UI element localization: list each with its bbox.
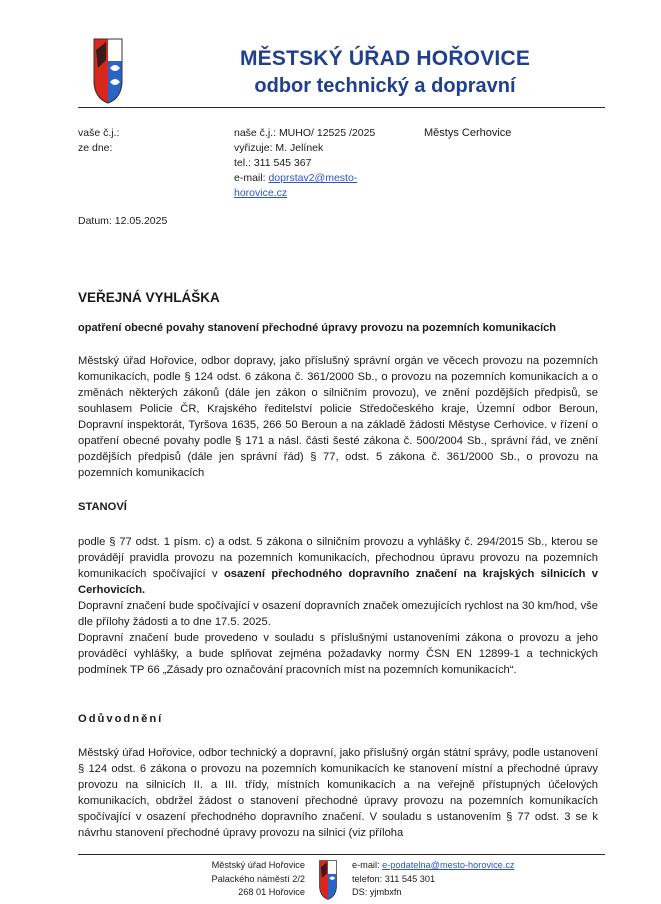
footer-phone: telefon: 311 545 301 (352, 873, 436, 884)
stanovi-text-1 (78, 534, 598, 598)
recipient: Městys Cerhovice (424, 127, 512, 139)
stanovi-section (78, 534, 598, 678)
department-subtitle: odbor technický a dopravní (254, 75, 516, 97)
footer-email-link[interactable]: e-podatelna@mesto-horovice.cz (382, 860, 515, 870)
email-link-part2[interactable]: horovice.cz (234, 187, 288, 199)
email-label: e-mail: (234, 172, 269, 184)
reference-block (234, 126, 409, 201)
reasoning-section (78, 745, 598, 841)
email-line (234, 171, 409, 186)
our-reference: naše č.j.: MUHO/ 12525 /2025 (234, 127, 376, 139)
handled-by: vyřizuje: M. Jelínek (234, 142, 324, 154)
footer-city: 268 01 Hořovice (238, 887, 305, 897)
reasoning-heading: Odůvodnění (78, 713, 164, 725)
stanovi-text-1-normal: podle § 77 odst. 1 písm. c) a odst. 5 zákona o silničním provozu a vyhlášky č. 294/2015 Sb., kterou se provádějí pravidla provozu na pozemních komunikacích, přechodnou úpravu provozu na pozemních komunikacích spočívající v (78, 536, 598, 580)
footer-ds: DS: yjmbxfn (352, 887, 402, 897)
footer-street: Palackého náměstí 2/2 (211, 873, 305, 884)
footer-org: Městský úřad Hořovice (211, 860, 305, 870)
footer-address (175, 859, 305, 900)
reasoning-text: Městský úřad Hořovice, odbor technický a dopravní, jako příslušný orgán státní správy, podle ustanovení § 124 odst. 6 zákona o provozu na pozemních komunikacích ke stanovení místní a přechodné úpravy provozu na silnicích II. a III. třídy, místních komunikacích a na veřejně přístupných účelových komunikacích, obdržel žádost o stanovení přechodné úpravy provozu na pozemních komunikacích spočívající v osazení přechodného dopravního značení. V souladu s ustanovením § 77 odst. 3 se k návrhu stanovení přechodné úpravy provozu na silnici (viz příloha (78, 747, 598, 839)
footer-email-line (352, 859, 562, 873)
stanovi-text-2: Dopravní značení bude spočívající v osazení dopravních značek omezujících rychlost na 30 km/hod, vše dle přílohy žádosti a to dne 17.5. 2025. (78, 600, 598, 628)
footer-divider (78, 854, 605, 855)
intro-paragraph (78, 353, 598, 481)
footer-email-label: e-mail: (352, 860, 383, 870)
intro-text: Městský úřad Hořovice, odbor dopravy, jako příslušný správní orgán ve věcech provozu na pozemních komunikacích, podle § 124 odst. 6 zákona č. 361/2000 Sb., o provozu na pozemních komunikacích a o změnách některých zákonů (dále jen zákon o silničním provozu), ve znění pozdějších předpisů, se souhlasem Policie ČR, Krajského ředitelství policie Středočeského kraje, Územní odbor Beroun, Dopravní inspektorát, Tyršova 1635, 266 50 Beroun a na základě žádosti Městyse Cerhovice. v řízení o opatření obecné povahy podle § 171 a násl. části šesté zákona č. 500/2004 Sb., správní řád, ve znění pozdějších předpisů (dále jen správní řád) § 77, odst. 5 zákona č. 361/2000 Sb., o provozu na pozemních komunikacích (78, 355, 598, 479)
city-crest-logo (93, 38, 123, 104)
notice-title: VEŘEJNÁ VYHLÁŠKA (78, 290, 220, 305)
vase-cj-label: vaše č.j.: (78, 127, 120, 139)
header-divider (78, 107, 605, 108)
phone: tel.: 311 545 367 (234, 157, 312, 169)
notice-subtitle: opatření obecné povahy stanovení přechodné úpravy provozu na pozemních komunikacích (78, 322, 556, 334)
footer-contacts (352, 859, 562, 900)
stanovi-heading: STANOVÍ (78, 501, 127, 513)
footer-crest-logo (318, 860, 338, 900)
ze-dne-label: ze dne: (78, 142, 113, 154)
stanovi-text-1-bold: osazení přechodného dopravního značení na krajských silnicích v Cerhovicích. (78, 568, 598, 596)
stanovi-text-3: Dopravní značení bude provedeno v souladu s příslušnými ustanoveními zákona o provozu a jeho prováděcí vyhlášky, a bude splňovat zejména požadavky normy ČSN EN 12899-1 a technických podmínek TP 66 „Zásady pro označování pracovních míst na pozemních komunikacích“. (78, 632, 598, 676)
document-date: Datum: 12.05.2025 (78, 215, 168, 227)
email-link-part1[interactable]: doprstav2@mesto- (268, 172, 358, 184)
office-title: MĚSTSKÝ ÚŘAD HOŘOVICE (239, 47, 531, 70)
